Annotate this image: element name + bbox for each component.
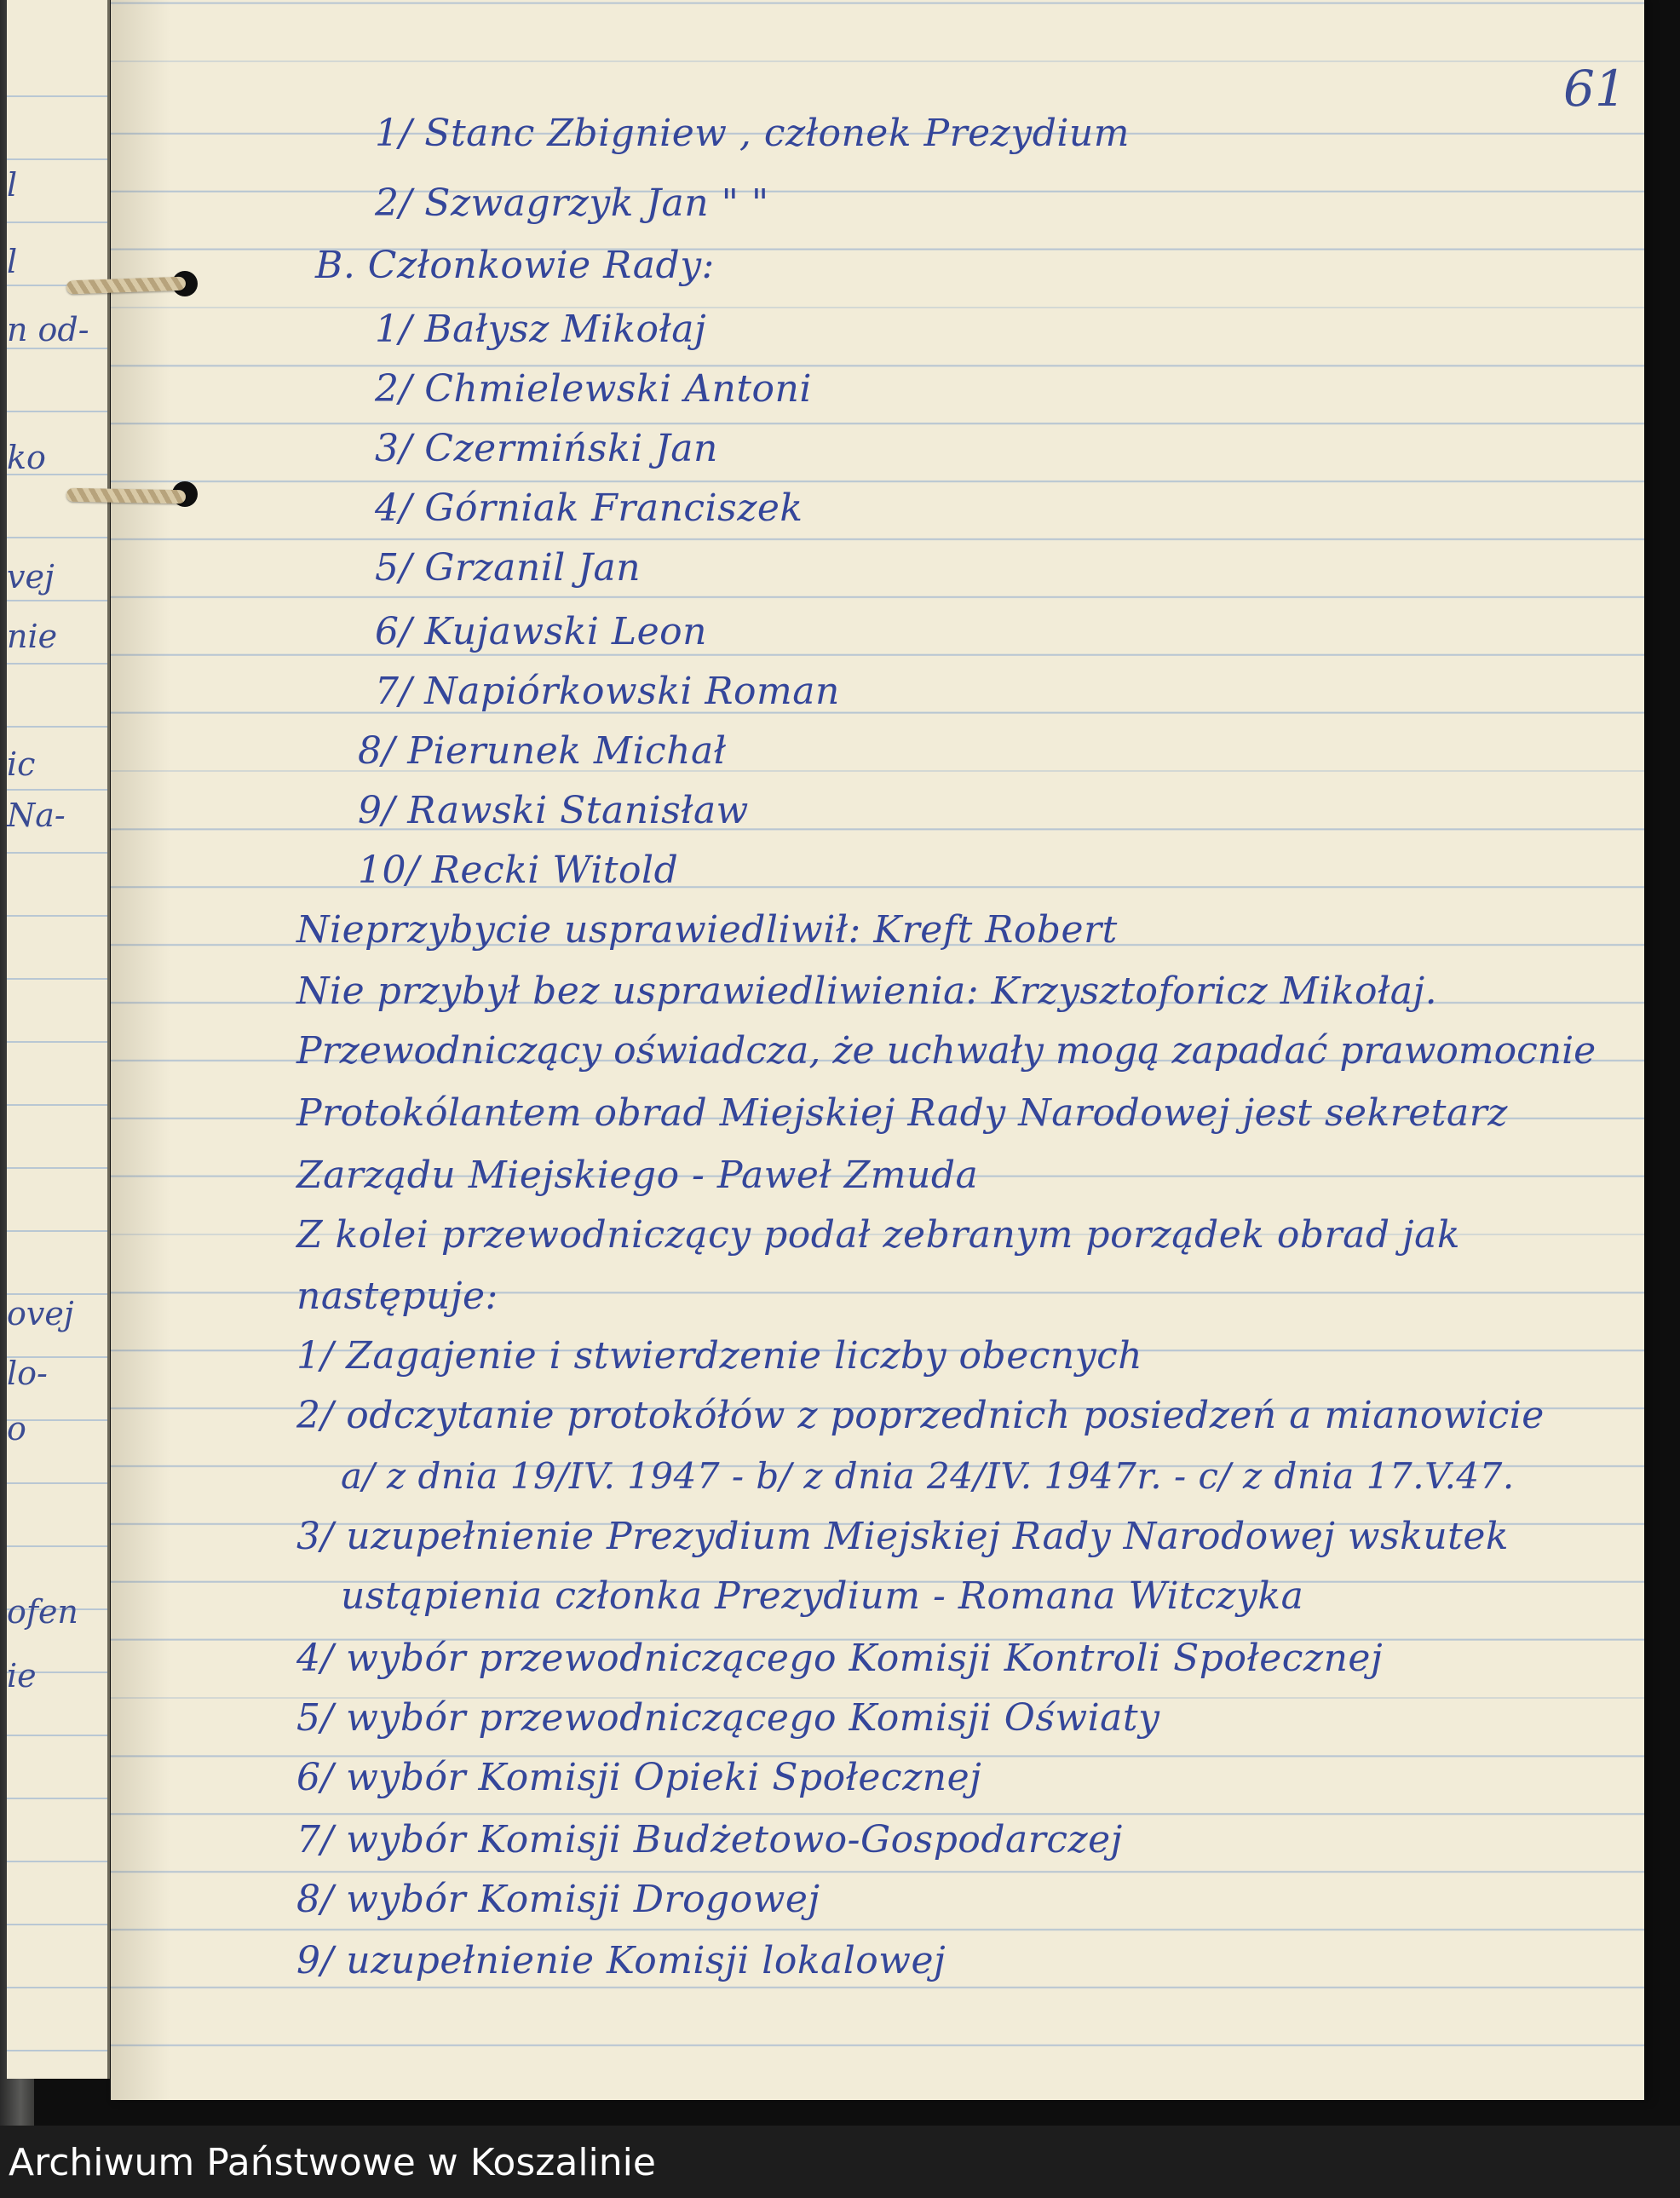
handwritten-line: 9/ uzupełnienie Komisji lokalowej bbox=[296, 1939, 946, 1982]
handwritten-line: 4/ wybór przewodniczącego Komisji Kontroli Społecznej bbox=[296, 1637, 1384, 1680]
handwritten-line: 3/ uzupełnienie Prezydium Miejskiej Rady Narodowej wskutek bbox=[296, 1515, 1510, 1558]
archive-name: Archiwum Państwowe w Koszalinie bbox=[9, 2141, 656, 2184]
handwritten-line: 4/ Górniak Franciszek bbox=[375, 486, 803, 530]
left-page-fragment: lo- bbox=[7, 1355, 48, 1392]
handwritten-line: 6/ Kujawski Leon bbox=[375, 610, 707, 653]
handwritten-line: Zarządu Miejskiego - Paweł Zmuda bbox=[296, 1154, 979, 1197]
handwritten-line: następuje: bbox=[296, 1274, 498, 1318]
handwritten-line: 8/ Pierunek Michał bbox=[358, 729, 727, 773]
handwritten-line: 6/ wybór Komisji Opieki Społecznej bbox=[296, 1756, 982, 1799]
left-page-fragment: Na- bbox=[7, 797, 66, 834]
page-number: 61 bbox=[1563, 60, 1626, 118]
handwritten-line: Protokólantem obrad Miejskiej Rady Narodowej jest sekretarz bbox=[296, 1091, 1508, 1135]
left-page-fragment: ovej bbox=[7, 1295, 74, 1332]
right-page bbox=[111, 0, 1644, 2100]
handwritten-line: ustąpienia członka Prezydium - Romana Witczyka bbox=[341, 1574, 1304, 1618]
left-page-fragment: n od- bbox=[7, 311, 89, 348]
handwritten-line: 1/ Stanc Zbigniew , członek Prezydium bbox=[375, 112, 1130, 155]
left-page-fragment: ic bbox=[7, 745, 36, 783]
handwritten-line: 1/ Bałysz Mikołaj bbox=[375, 308, 707, 351]
handwritten-line: 5/ Grzanil Jan bbox=[375, 546, 642, 590]
handwritten-line: a/ z dnia 19/IV. 1947 - b/ z dnia 24/IV. 1947r. - c/ z dnia 17.V.47. bbox=[341, 1455, 1515, 1497]
handwritten-line: Nie przybył bez usprawiedliwienia: Krzysztoforicz Mikołaj. bbox=[296, 970, 1438, 1013]
left-page-fragment: vej bbox=[7, 558, 55, 596]
left-page-fragment: ofen bbox=[7, 1593, 78, 1631]
handwritten-line: 2/ odczytanie protokółów z poprzednich posiedzeń a mianowicie bbox=[296, 1394, 1545, 1437]
left-page-fragment: o bbox=[7, 1410, 26, 1447]
handwritten-line: 3/ Czermiński Jan bbox=[375, 427, 718, 470]
left-page-fragment: l bbox=[7, 166, 18, 204]
handwritten-line: 1/ Zagajenie i stwierdzenie liczby obecnych bbox=[296, 1334, 1143, 1378]
binding-string bbox=[66, 488, 186, 503]
left-page-fragment: nie bbox=[7, 618, 58, 655]
archive-footer bbox=[0, 2126, 1680, 2198]
handwritten-line: 2/ Szwagrzyk Jan " " bbox=[375, 181, 769, 225]
left-facing-page bbox=[7, 0, 110, 2079]
left-page-fragment: ie bbox=[7, 1657, 37, 1695]
handwritten-line: B. Członkowie Rady: bbox=[315, 244, 715, 287]
handwritten-line: 9/ Rawski Stanisław bbox=[358, 789, 749, 832]
handwritten-line: Z kolei przewodniczący podał zebranym porządek obrad jak bbox=[296, 1213, 1461, 1257]
handwritten-line: 7/ wybór Komisji Budżetowo-Gospodarczej bbox=[296, 1818, 1123, 1861]
handwritten-line: Przewodniczący oświadcza, że uchwały mogą zapadać prawomocnie bbox=[296, 1029, 1597, 1073]
left-page-fragment: l bbox=[7, 243, 18, 280]
handwritten-line: 8/ wybór Komisji Drogowej bbox=[296, 1878, 820, 1921]
handwritten-line: 5/ wybór przewodniczącego Komisji Oświaty bbox=[296, 1696, 1160, 1740]
handwritten-line: 10/ Recki Witold bbox=[358, 849, 679, 892]
left-page-fragment: ko bbox=[7, 439, 46, 476]
handwritten-line: 2/ Chmielewski Antoni bbox=[375, 367, 812, 411]
handwritten-line: 7/ Napiórkowski Roman bbox=[375, 670, 840, 713]
handwritten-line: Nieprzybycie usprawiedliwił: Kreft Robert bbox=[296, 908, 1118, 952]
